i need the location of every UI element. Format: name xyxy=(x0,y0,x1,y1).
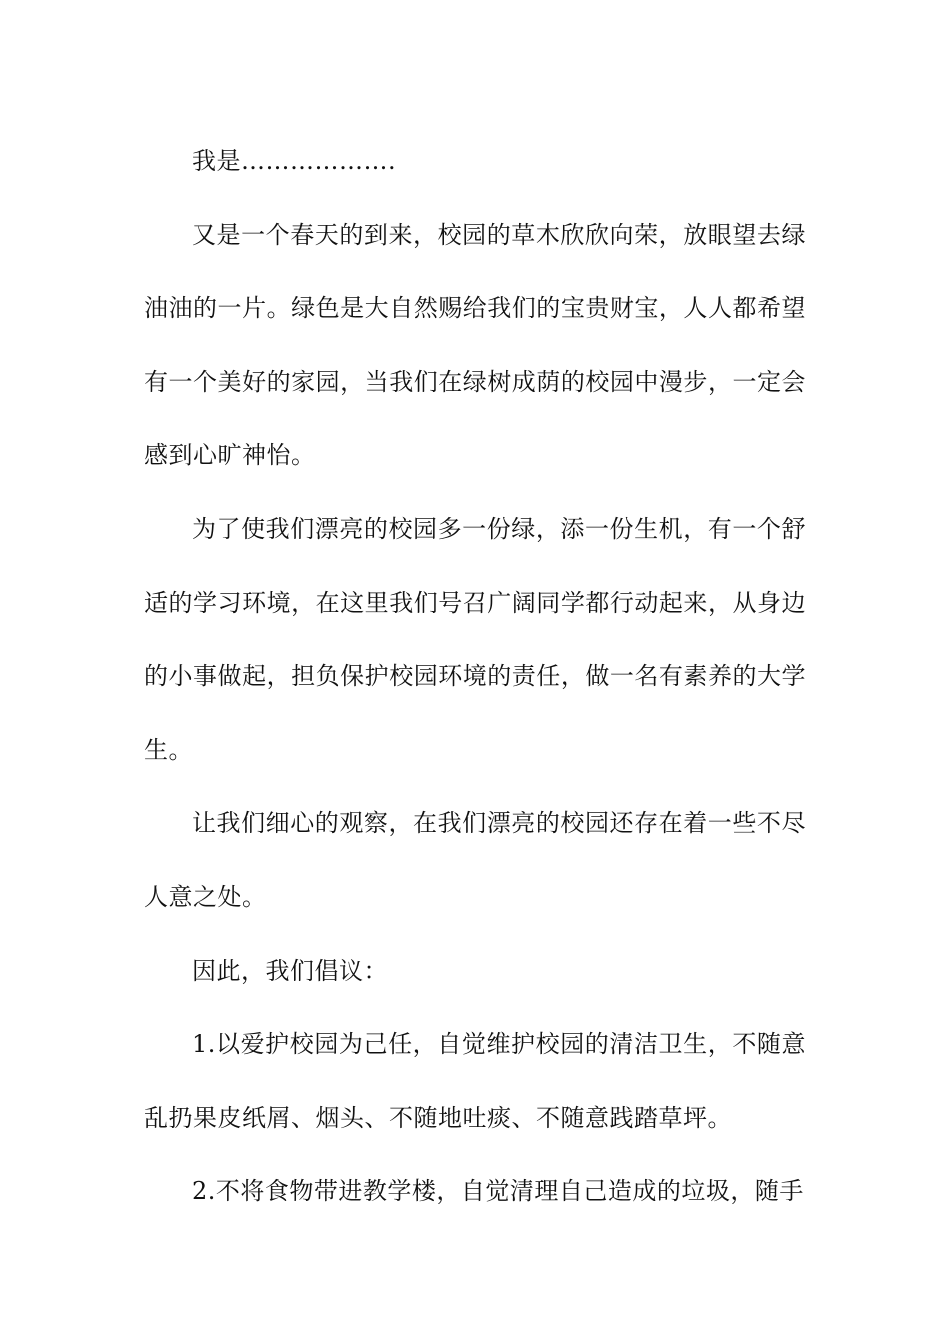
paragraph-observe: 让我们细心的观察，在我们漂亮的校园还存在着一些不尽人意之处。 xyxy=(144,809,806,911)
paragraph-call: 为了使我们漂亮的校园多一份绿，添一份生机，有一个舒适的学习环境，在这里我们号召广阔同学都行动起来，从身边的小事做起，担负保护校园环境的责任，做一名有素养的大学生。 xyxy=(144,514,806,764)
paragraph-intro: 我是………………. xyxy=(192,147,397,175)
document-body xyxy=(144,125,806,1229)
paragraph-item-1: 1.以爱护校园为己任，自觉维护校园的清洁卫生，不随意乱扔果皮纸屑、烟头、不随地吐痰、不随意践踏草坪。 xyxy=(144,1030,806,1132)
paragraph-spring: 又是一个春天的到来，校园的草木欣欣向荣，放眼望去绿油油的一片。绿色是大自然赐给我们的宝贵财宝，人人都希望有一个美好的家园，当我们在绿树成荫的校园中漫步，一定会感到心旷神怡。 xyxy=(144,220,806,470)
paragraph-item-2: 2.不将食物带进教学楼，自觉清理自己造成的垃圾，随手 xyxy=(192,1177,804,1206)
paragraph-proposal: 因此，我们倡议： xyxy=(192,956,388,985)
